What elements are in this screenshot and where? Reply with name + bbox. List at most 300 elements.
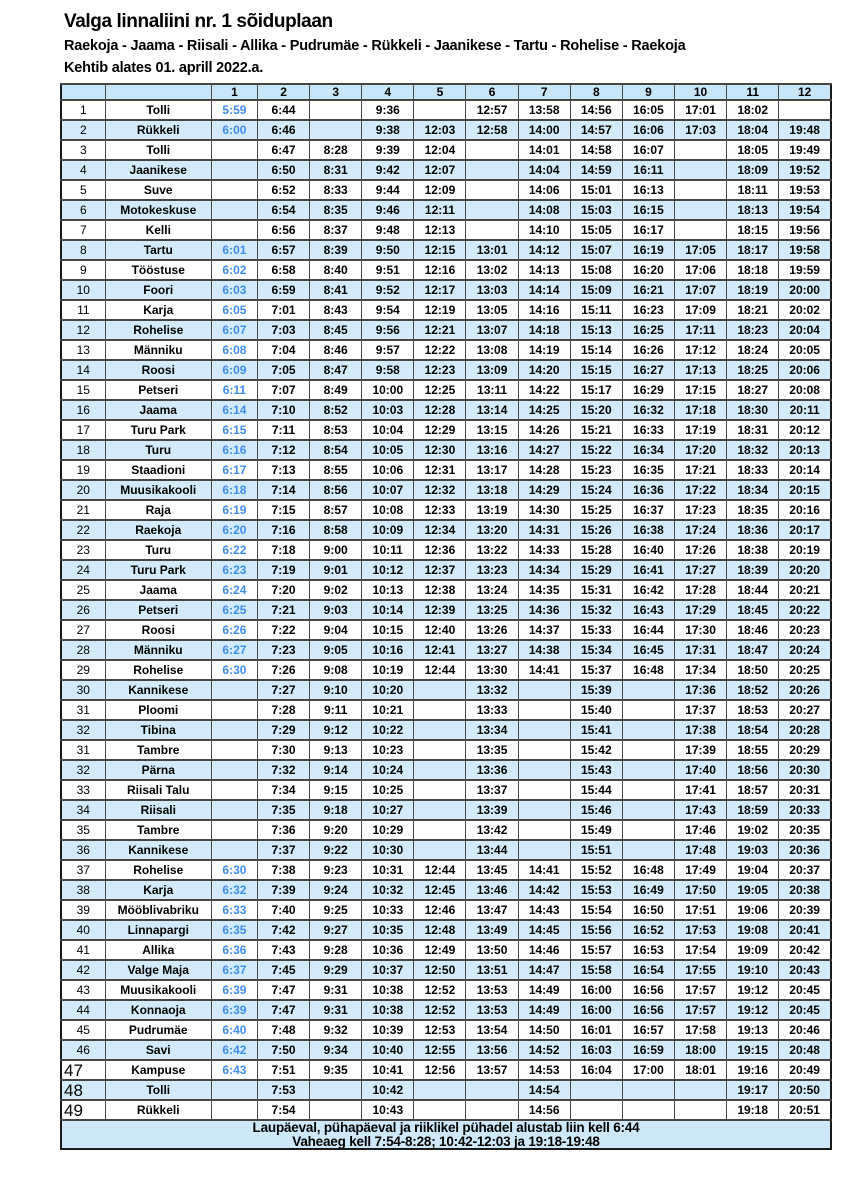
time-cell: 10:13 (362, 580, 414, 600)
time-cell: 12:22 (414, 340, 466, 360)
time-cell: 18:01 (674, 1060, 726, 1080)
time-cell: 15:49 (570, 820, 622, 840)
time-cell: 19:04 (727, 860, 779, 880)
time-cell: 6:26 (211, 620, 257, 640)
time-cell (414, 820, 466, 840)
time-cell: 13:27 (466, 640, 518, 660)
time-cell: 7:43 (257, 940, 309, 960)
time-cell: 20:13 (779, 440, 831, 460)
time-cell: 6:32 (211, 880, 257, 900)
timetable-row (61, 700, 831, 720)
time-cell (211, 160, 257, 180)
time-cell (310, 1100, 362, 1120)
stop-name: Raja (105, 500, 211, 520)
timetable-body (61, 100, 831, 1120)
timetable-row (61, 520, 831, 540)
time-cell: 15:09 (570, 280, 622, 300)
time-cell: 6:09 (211, 360, 257, 380)
time-cell: 6:24 (211, 580, 257, 600)
row-number: 39 (61, 900, 105, 920)
time-cell: 5:59 (211, 100, 257, 120)
timetable-row (61, 340, 831, 360)
time-cell: 18:23 (727, 320, 779, 340)
time-cell: 12:52 (414, 1000, 466, 1020)
time-cell: 6:16 (211, 440, 257, 460)
time-cell: 7:50 (257, 1040, 309, 1060)
time-cell: 14:28 (518, 460, 570, 480)
time-cell: 16:35 (622, 460, 674, 480)
time-cell: 16:48 (622, 860, 674, 880)
time-cell (674, 180, 726, 200)
time-cell: 12:32 (414, 480, 466, 500)
time-cell: 14:35 (518, 580, 570, 600)
timetable-row (61, 440, 831, 460)
time-cell: 14:14 (518, 280, 570, 300)
time-cell (518, 760, 570, 780)
time-cell: 13:51 (466, 960, 518, 980)
time-cell: 8:40 (310, 260, 362, 280)
time-cell: 9:22 (310, 840, 362, 860)
time-cell: 16:17 (622, 220, 674, 240)
stop-name: Männiku (105, 340, 211, 360)
time-cell: 17:05 (674, 240, 726, 260)
time-cell: 17:41 (674, 780, 726, 800)
time-cell: 14:12 (518, 240, 570, 260)
time-cell: 12:09 (414, 180, 466, 200)
time-cell: 20:11 (779, 400, 831, 420)
timetable-row (61, 980, 831, 1000)
stop-name: Valge Maja (105, 960, 211, 980)
time-cell: 7:32 (257, 760, 309, 780)
timetable-row (61, 280, 831, 300)
stop-name: Rohelise (105, 860, 211, 880)
time-cell: 15:08 (570, 260, 622, 280)
time-cell: 20:38 (779, 880, 831, 900)
time-cell (310, 120, 362, 140)
time-cell: 9:04 (310, 620, 362, 640)
time-cell: 16:33 (622, 420, 674, 440)
notes-row (61, 1120, 831, 1149)
time-cell: 16:01 (570, 1020, 622, 1040)
time-cell: 15:03 (570, 200, 622, 220)
time-cell: 7:03 (257, 320, 309, 340)
time-cell: 6:56 (257, 220, 309, 240)
timetable-row (61, 680, 831, 700)
time-cell: 6:33 (211, 900, 257, 920)
time-cell (674, 160, 726, 180)
time-cell (211, 760, 257, 780)
timetable-row (61, 300, 831, 320)
time-cell: 17:19 (674, 420, 726, 440)
time-cell: 19:59 (779, 260, 831, 280)
timetable-row (61, 1080, 831, 1100)
stop-name: Jaama (105, 580, 211, 600)
time-cell: 6:37 (211, 960, 257, 980)
time-cell: 18:25 (727, 360, 779, 380)
time-cell: 12:37 (414, 560, 466, 580)
time-cell: 6:01 (211, 240, 257, 260)
time-cell: 16:23 (622, 300, 674, 320)
time-cell: 14:20 (518, 360, 570, 380)
time-cell: 10:15 (362, 620, 414, 640)
time-cell: 15:24 (570, 480, 622, 500)
time-cell: 15:26 (570, 520, 622, 540)
time-cell: 6:15 (211, 420, 257, 440)
time-cell: 7:05 (257, 360, 309, 380)
time-cell: 14:53 (518, 1060, 570, 1080)
time-cell: 7:38 (257, 860, 309, 880)
stop-name: Mööblivabriku (105, 900, 211, 920)
time-cell: 18:50 (727, 660, 779, 680)
time-cell: 7:53 (257, 1080, 309, 1100)
time-cell (414, 1080, 466, 1100)
time-cell: 17:34 (674, 660, 726, 680)
time-cell: 16:29 (622, 380, 674, 400)
time-cell: 12:46 (414, 900, 466, 920)
time-cell: 20:39 (779, 900, 831, 920)
row-number: 9 (61, 260, 105, 280)
trip-column-header: 3 (310, 84, 362, 100)
timetable-row (61, 1000, 831, 1020)
row-number: 21 (61, 500, 105, 520)
time-cell: 14:08 (518, 200, 570, 220)
time-cell: 16:38 (622, 520, 674, 540)
timetable-row (61, 420, 831, 440)
time-cell: 19:13 (727, 1020, 779, 1040)
time-cell: 12:53 (414, 1020, 466, 1040)
stop-name: Turu Park (105, 420, 211, 440)
time-cell: 15:15 (570, 360, 622, 380)
row-number: 26 (61, 600, 105, 620)
time-cell (211, 680, 257, 700)
time-cell: 15:25 (570, 500, 622, 520)
time-cell: 10:14 (362, 600, 414, 620)
time-cell: 8:53 (310, 420, 362, 440)
time-cell: 14:58 (570, 140, 622, 160)
time-cell: 16:07 (622, 140, 674, 160)
timetable-row (61, 960, 831, 980)
time-cell: 8:39 (310, 240, 362, 260)
time-cell: 15:37 (570, 660, 622, 680)
time-cell: 10:38 (362, 980, 414, 1000)
time-cell: 20:45 (779, 1000, 831, 1020)
time-cell: 15:40 (570, 700, 622, 720)
time-cell: 18:52 (727, 680, 779, 700)
stop-name: Turu Park (105, 560, 211, 580)
time-cell: 14:49 (518, 1000, 570, 1020)
time-cell: 12:07 (414, 160, 466, 180)
time-cell: 9:46 (362, 200, 414, 220)
time-cell: 7:45 (257, 960, 309, 980)
time-cell: 14:57 (570, 120, 622, 140)
timetable-row (61, 880, 831, 900)
time-cell (622, 680, 674, 700)
time-cell: 20:36 (779, 840, 831, 860)
time-cell: 20:31 (779, 780, 831, 800)
timetable-row (61, 580, 831, 600)
title-block (0, 0, 849, 76)
time-cell: 19:03 (727, 840, 779, 860)
time-cell: 18:35 (727, 500, 779, 520)
time-cell: 14:37 (518, 620, 570, 640)
time-cell: 10:11 (362, 540, 414, 560)
row-number: 32 (61, 720, 105, 740)
time-cell: 7:01 (257, 300, 309, 320)
time-cell: 8:37 (310, 220, 362, 240)
header-blank-row-number (61, 84, 105, 100)
timetable-row (61, 780, 831, 800)
row-number: 20 (61, 480, 105, 500)
time-cell: 7:04 (257, 340, 309, 360)
time-cell (414, 1100, 466, 1120)
time-cell: 18:02 (727, 100, 779, 120)
stop-name: Riisali (105, 800, 211, 820)
stop-name: Muusikakooli (105, 480, 211, 500)
stop-name: Tööstuse (105, 260, 211, 280)
time-cell: 17:49 (674, 860, 726, 880)
time-cell: 7:07 (257, 380, 309, 400)
page-title: Valga linnaliini nr. 1 sõiduplaan (64, 11, 333, 32)
time-cell: 15:14 (570, 340, 622, 360)
time-cell: 10:23 (362, 740, 414, 760)
time-cell: 12:41 (414, 640, 466, 660)
row-number: 36 (61, 840, 105, 860)
time-cell: 16:15 (622, 200, 674, 220)
time-cell: 9:05 (310, 640, 362, 660)
stop-name: Tambre (105, 740, 211, 760)
time-cell: 12:38 (414, 580, 466, 600)
time-cell (466, 160, 518, 180)
stop-name: Motokeskuse (105, 200, 211, 220)
time-cell: 14:56 (570, 100, 622, 120)
time-cell: 9:29 (310, 960, 362, 980)
time-cell: 17:15 (674, 380, 726, 400)
time-cell (414, 740, 466, 760)
time-cell: 17:06 (674, 260, 726, 280)
time-cell: 9:11 (310, 700, 362, 720)
time-cell (622, 780, 674, 800)
time-cell: 6:05 (211, 300, 257, 320)
time-cell: 6:47 (257, 140, 309, 160)
time-cell: 13:47 (466, 900, 518, 920)
time-cell: 15:29 (570, 560, 622, 580)
time-cell: 17:31 (674, 640, 726, 660)
time-cell (310, 1080, 362, 1100)
time-cell: 17:27 (674, 560, 726, 580)
time-cell: 20:19 (779, 540, 831, 560)
timetable-row (61, 100, 831, 120)
time-cell: 12:21 (414, 320, 466, 340)
time-cell: 13:46 (466, 880, 518, 900)
time-cell: 19:49 (779, 140, 831, 160)
time-cell: 16:36 (622, 480, 674, 500)
time-cell: 17:03 (674, 120, 726, 140)
row-number: 8 (61, 240, 105, 260)
time-cell: 8:54 (310, 440, 362, 460)
stop-name: Linnapargi (105, 920, 211, 940)
time-cell: 10:32 (362, 880, 414, 900)
time-cell: 6:25 (211, 600, 257, 620)
time-cell: 7:27 (257, 680, 309, 700)
time-cell: 9:34 (310, 1040, 362, 1060)
stop-name: Tolli (105, 1080, 211, 1100)
timetable-row (61, 800, 831, 820)
time-cell (211, 780, 257, 800)
row-number: 13 (61, 340, 105, 360)
timetable-row (61, 640, 831, 660)
time-cell: 13:22 (466, 540, 518, 560)
time-cell: 12:29 (414, 420, 466, 440)
timetable-row (61, 540, 831, 560)
time-cell: 18:32 (727, 440, 779, 460)
time-cell (622, 800, 674, 820)
time-cell: 19:05 (727, 880, 779, 900)
time-cell: 13:36 (466, 760, 518, 780)
time-cell: 16:00 (570, 980, 622, 1000)
time-cell: 16:50 (622, 900, 674, 920)
time-cell: 20:16 (779, 500, 831, 520)
row-number: 49 (61, 1100, 105, 1120)
time-cell: 20:17 (779, 520, 831, 540)
timetable-row (61, 320, 831, 340)
stop-name: Karja (105, 880, 211, 900)
timetable-row (61, 180, 831, 200)
time-cell: 16:32 (622, 400, 674, 420)
time-cell: 9:27 (310, 920, 362, 940)
row-number: 40 (61, 920, 105, 940)
row-number: 12 (61, 320, 105, 340)
time-cell: 10:19 (362, 660, 414, 680)
time-cell: 17:24 (674, 520, 726, 540)
time-cell: 17:57 (674, 980, 726, 1000)
time-cell: 15:11 (570, 300, 622, 320)
time-cell: 14:00 (518, 120, 570, 140)
stop-name: Karja (105, 300, 211, 320)
time-cell: 16:45 (622, 640, 674, 660)
time-cell: 18:27 (727, 380, 779, 400)
time-cell (211, 200, 257, 220)
row-number: 15 (61, 380, 105, 400)
time-cell: 20:00 (779, 280, 831, 300)
row-number: 1 (61, 100, 105, 120)
time-cell: 14:25 (518, 400, 570, 420)
time-cell: 20:21 (779, 580, 831, 600)
time-cell: 20:04 (779, 320, 831, 340)
time-cell: 13:11 (466, 380, 518, 400)
time-cell: 10:05 (362, 440, 414, 460)
time-cell: 9:10 (310, 680, 362, 700)
time-cell: 15:42 (570, 740, 622, 760)
time-cell: 12:44 (414, 660, 466, 680)
time-cell: 13:17 (466, 460, 518, 480)
time-cell: 13:49 (466, 920, 518, 940)
time-cell: 14:22 (518, 380, 570, 400)
time-cell: 20:14 (779, 460, 831, 480)
stop-name: Ploomi (105, 700, 211, 720)
time-cell: 15:28 (570, 540, 622, 560)
stop-name: Jaama (105, 400, 211, 420)
time-cell: 10:20 (362, 680, 414, 700)
row-number: 5 (61, 180, 105, 200)
time-cell: 6:14 (211, 400, 257, 420)
time-cell (622, 1100, 674, 1120)
time-cell: 10:39 (362, 1020, 414, 1040)
time-cell: 17:40 (674, 760, 726, 780)
time-cell: 18:38 (727, 540, 779, 560)
time-cell: 10:03 (362, 400, 414, 420)
time-cell: 7:47 (257, 1000, 309, 1020)
time-cell: 15:58 (570, 960, 622, 980)
time-cell: 16:11 (622, 160, 674, 180)
time-cell (211, 220, 257, 240)
time-cell: 6:27 (211, 640, 257, 660)
row-number: 45 (61, 1020, 105, 1040)
time-cell: 15:51 (570, 840, 622, 860)
row-number: 18 (61, 440, 105, 460)
time-cell: 15:54 (570, 900, 622, 920)
row-number: 10 (61, 280, 105, 300)
timetable-row (61, 860, 831, 880)
time-cell (779, 100, 831, 120)
time-cell: 8:55 (310, 460, 362, 480)
time-cell: 19:16 (727, 1060, 779, 1080)
stop-name: Raekoja (105, 520, 211, 540)
time-cell: 13:09 (466, 360, 518, 380)
row-number: 42 (61, 960, 105, 980)
time-cell: 10:41 (362, 1060, 414, 1080)
time-cell: 14:52 (518, 1040, 570, 1060)
time-cell: 7:37 (257, 840, 309, 860)
time-cell: 19:10 (727, 960, 779, 980)
time-cell (622, 720, 674, 740)
timetable-row (61, 500, 831, 520)
stop-name: Kannikese (105, 840, 211, 860)
time-cell: 17:38 (674, 720, 726, 740)
time-cell: 6:17 (211, 460, 257, 480)
time-cell (414, 800, 466, 820)
time-cell: 14:46 (518, 940, 570, 960)
time-cell: 17:36 (674, 680, 726, 700)
note-weekend-start: Laupäeval, pühapäeval ja riiklikel pühadel alustab liin kell 6:44 (252, 1120, 640, 1135)
time-cell: 20:12 (779, 420, 831, 440)
time-cell: 18:47 (727, 640, 779, 660)
time-cell: 20:02 (779, 300, 831, 320)
time-cell (518, 800, 570, 820)
time-cell: 16:43 (622, 600, 674, 620)
stop-name: Männiku (105, 640, 211, 660)
stop-name: Roosi (105, 360, 211, 380)
time-cell (622, 1080, 674, 1100)
time-cell: 20:30 (779, 760, 831, 780)
time-cell: 7:16 (257, 520, 309, 540)
row-number: 43 (61, 980, 105, 1000)
time-cell: 19:48 (779, 120, 831, 140)
time-cell: 13:53 (466, 1000, 518, 1020)
time-cell: 16:00 (570, 1000, 622, 1020)
time-cell: 20:49 (779, 1060, 831, 1080)
time-cell: 6:20 (211, 520, 257, 540)
time-cell: 12:15 (414, 240, 466, 260)
time-cell (466, 140, 518, 160)
time-cell (570, 1080, 622, 1100)
time-cell: 19:58 (779, 240, 831, 260)
time-cell: 16:13 (622, 180, 674, 200)
time-cell: 15:43 (570, 760, 622, 780)
time-cell: 9:39 (362, 140, 414, 160)
time-cell: 20:20 (779, 560, 831, 580)
time-cell: 18:59 (727, 800, 779, 820)
time-cell: 6:39 (211, 980, 257, 1000)
